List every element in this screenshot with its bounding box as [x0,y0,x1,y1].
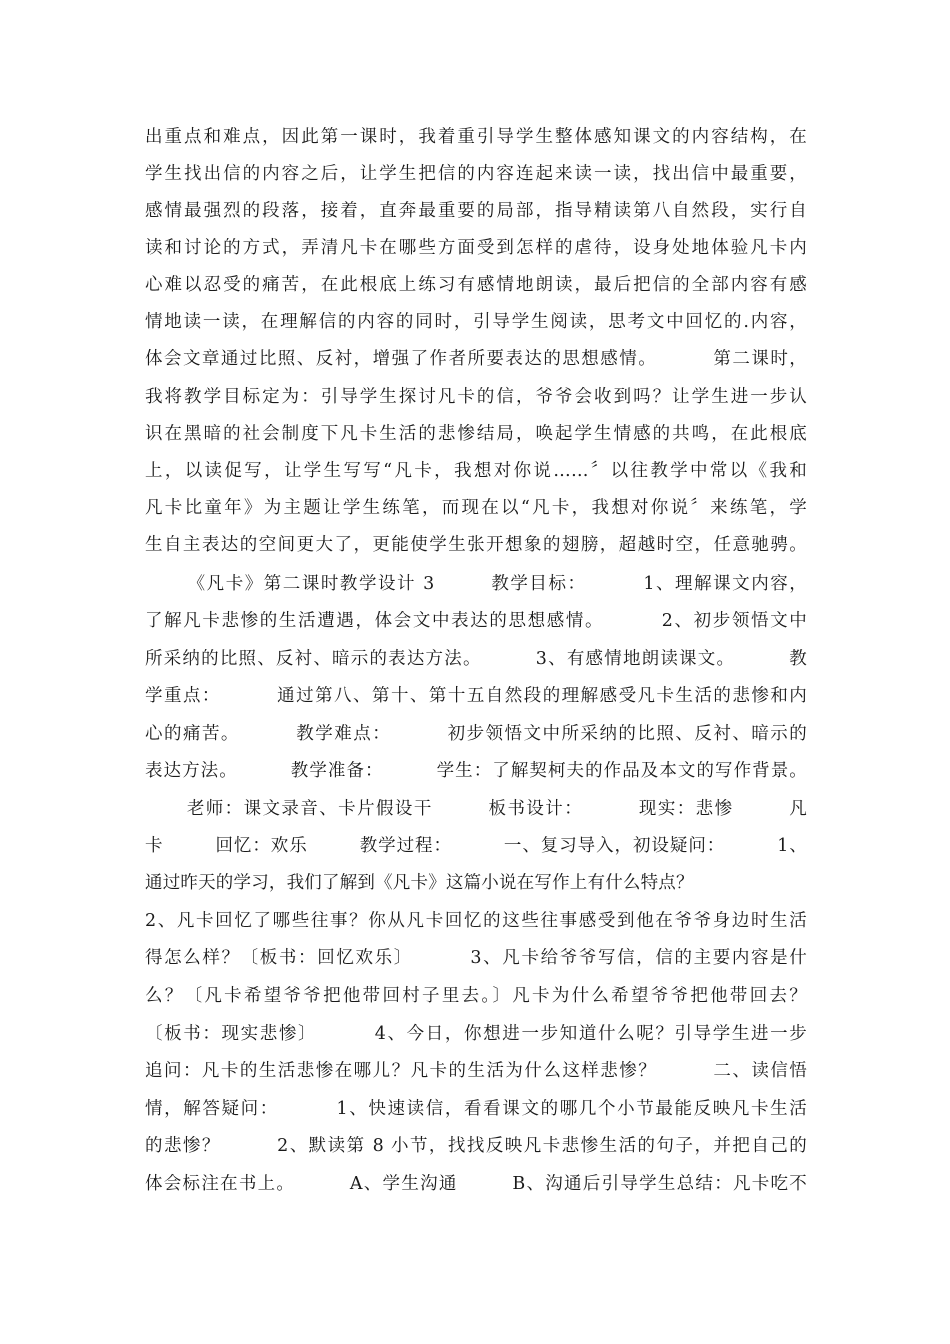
text-line: 追问：凡卡的生活悲惨在哪儿？凡卡的生活为什么这样悲惨？ 二、读信悟 [145,1061,807,1081]
text-line: 读和讨论的方式，弄清凡卡在哪些方面受到怎样的虐待，设身处地体验凡卡内 [145,238,807,258]
text-line: 得怎么样？〔板书：回忆欢乐〕 3、凡卡给爷爷写信，信的主要内容是什 [145,948,807,968]
text-line: 学生找出信的内容之后，让学生把信的内容连起来读一读，找出信中最重要， [145,164,807,184]
text-line: 老师：课文录音、卡片假设干 板书设计： 现实：悲惨 凡 [145,799,807,819]
text-line: 了解凡卡悲惨的生活遭遇，体会文中表达的思想感情。 2、初步领悟文中 [145,611,807,631]
text-line: 的悲惨？ 2、默读第 8 小节，找找反映凡卡悲惨生活的句子，并把自己的 [145,1136,807,1156]
text-line: 〔板书：现实悲惨〕 4、今日，你想进一步知道什么呢？引导学生进一步 [145,1024,807,1044]
text-line: 心的痛苦。 教学难点： 初步领悟文中所采纳的比照、反衬、暗示的 [145,724,807,744]
text-line: 生自主表达的空间更大了，更能使学生张开想象的翅膀，超越时空，任意驰骋。 [145,535,807,555]
text-line: 学重点： 通过第八、第十、第十五自然段的理解感受凡卡生活的悲惨和内 [145,686,807,706]
text-line: 感情最强烈的段落，接着，直奔最重要的局部，指导精读第八自然段，实行自 [145,201,807,221]
text-line: 我将教学目标定为：引导学生探讨凡卡的信，爷爷会收到吗？让学生进一步认 [145,387,807,407]
text-line: 心难以忍受的痛苦，在此根底上练习有感情地朗读，最后把信的全部内容有感 [145,275,807,295]
text-line: 表达方法。 教学准备： 学生：了解契柯夫的作品及本文的写作背景。 [145,761,807,781]
text-line: 体会标注在书上。 A、学生沟通 B、沟通后引导学生总结：凡卡吃不 [145,1174,807,1194]
text-line: 上，以读促写，让学生写写“凡卡，我想对你说……〞以往教学中常以《我和 [145,461,807,481]
text-line: 出重点和难点，因此第一课时，我着重引导学生整体感知课文的内容结构，在 [145,127,807,147]
text-line: 情地读一读，在理解信的内容的同时，引导学生阅读，思考文中回忆的.内容， [145,312,807,332]
text-line: 卡 回忆：欢乐 教学过程： 一、复习导入，初设疑问： 1、 [145,836,807,856]
text-line: 识在黑暗的社会制度下凡卡生活的悲惨结局，唤起学生情感的共鸣，在此根底 [145,424,807,444]
text-line: 体会文章通过比照、反衬，增强了作者所要表达的思想感情。 第二课时， [145,349,807,369]
text-line: 凡卡比童年》为主题让学生练笔，而现在以“凡卡，我想对你说〞来练笔，学 [145,498,807,518]
text-line: 情，解答疑问： 1、快速读信，看看课文的哪几个小节最能反映凡卡生活 [145,1099,807,1119]
text-line: 所采纳的比照、反衬、暗示的表达方法。 3、有感情地朗读课文。 教 [145,649,807,669]
text-line: 通过昨天的学习，我们了解到《凡卡》这篇小说在写作上有什么特点？ [145,873,694,893]
text-line: 2、凡卡回忆了哪些往事？你从凡卡回忆的这些往事感受到他在爷爷身边时生活 [145,911,807,931]
text-line: 《凡卡》第二课时教学设计 3 教学目标： 1、理解课文内容， [145,574,807,594]
text-line: 么？〔凡卡希望爷爷把他带回村子里去。〕凡卡为什么希望爷爷把他带回去？ [145,986,807,1006]
